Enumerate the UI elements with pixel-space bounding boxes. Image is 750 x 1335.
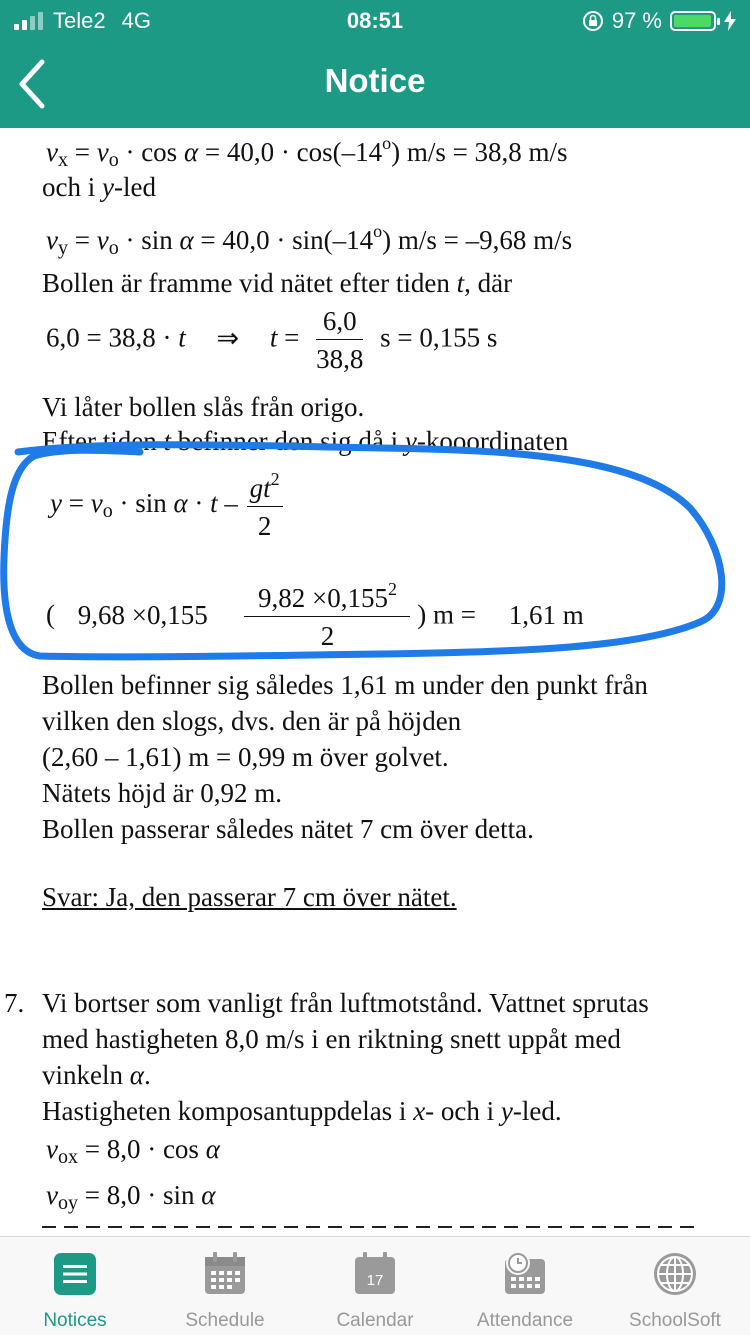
text-line: vinkeln α. — [42, 1060, 151, 1090]
text-line: Bollen befinner sig således 1,61 m under den punkt från — [42, 670, 648, 700]
battery-icon — [670, 11, 716, 31]
carrier-label: Tele2 — [53, 8, 106, 33]
question-number: 7. — [4, 988, 25, 1018]
notice-content — [0, 128, 750, 1236]
network-label: 4G — [121, 8, 151, 33]
vy-equation: $v_y = v_o \cdot \sin \alpha = 40,0 \cdot \sin(-14^o) m/s = -9,68$ m/s — [46, 221, 573, 259]
globe-icon — [652, 1251, 698, 1297]
answer-line: Svar: Ja, den passerar 7 cm över nätet. — [42, 882, 457, 912]
voy-equation: $v_{oy} = 8,0 \cdot \sin \alpha$ — [46, 1180, 216, 1214]
text-line: med hastigheten 8,0 m/s i en riktning snett uppåt med — [42, 1024, 621, 1054]
charging-bolt-icon — [724, 11, 736, 31]
tab-notices[interactable] — [0, 1237, 150, 1335]
vx-equation: $v_x = v_o \cdot \cos \alpha = 40,0 \cdot \cos(-14^o) m/s = 38,8$ m/s — [46, 133, 568, 171]
tab-schedule[interactable] — [150, 1237, 300, 1335]
battery-fill — [674, 15, 711, 27]
list-icon — [52, 1251, 98, 1297]
y-equation: $y = v_o \cdot \sin \alpha \cdot t$ – $\frac{gt^2}{2}$ — [50, 470, 283, 540]
attendance-clock-icon — [502, 1251, 548, 1297]
text-line: Bollen passerar således nätet 7 cm över detta. — [42, 814, 534, 844]
time-equation: 6,0 = 38,8 · t ⇒ t = $\frac{6,0}{38,8}$ s = 0,155 s — [46, 306, 498, 374]
status-right — [582, 8, 736, 34]
calendar-day-icon — [352, 1251, 398, 1297]
text-line: (2,60 – 1,61) m = 0,99 m över golvet. — [42, 742, 449, 772]
tab-label: Schedule — [185, 1310, 265, 1331]
tab-calendar[interactable] — [300, 1237, 450, 1335]
tab-label: Notices — [43, 1310, 107, 1331]
page-title: Notice — [324, 62, 426, 99]
tab-bar — [0, 1236, 750, 1335]
status-time: 08:51 — [346, 8, 404, 33]
tab-label: Attendance — [476, 1310, 574, 1331]
text-line: och i y-led — [42, 172, 156, 202]
text-line: Vi bortser som vanligt från luftmotstånd. Vattnet sprutas — [42, 988, 649, 1018]
orientation-lock-icon — [582, 10, 604, 32]
numeric-equation: ( 9,68 ×0,155 $\frac{9,82 \times 0,155^2}{2}$ ) m = 1,61 m — [46, 579, 584, 651]
vox-equation: $v_{ox} = 8,0 \cdot \cos \alpha$ — [46, 1134, 220, 1168]
status-bar — [0, 0, 750, 40]
text-line: Vi låter bollen slås från origo. — [42, 392, 365, 422]
tab-schoolsoft[interactable] — [600, 1237, 750, 1335]
calendar-day-number: 17 — [366, 1272, 384, 1289]
annotation-loop — [0, 128, 750, 1236]
tab-label: Calendar — [336, 1310, 414, 1331]
tab-label: SchoolSoft — [629, 1310, 721, 1331]
calendar-grid-icon — [202, 1251, 248, 1297]
tab-attendance[interactable] — [450, 1237, 600, 1335]
text-line: Nätets höjd är 0,92 m. — [42, 778, 282, 808]
battery-percent: 97 % — [611, 8, 662, 33]
nav-bar — [0, 40, 750, 128]
text-line: Hastigheten komposantuppdelas i x- och i y-led. — [42, 1096, 562, 1126]
text-line: vilken den slogs, dvs. den är på höjden — [42, 706, 462, 736]
header — [0, 0, 750, 128]
text-line: Bollen är framme vid nätet efter tiden t, där — [42, 268, 513, 298]
text-line: Efter tiden t befinner den sig då i y-kooordinaten — [42, 426, 569, 456]
